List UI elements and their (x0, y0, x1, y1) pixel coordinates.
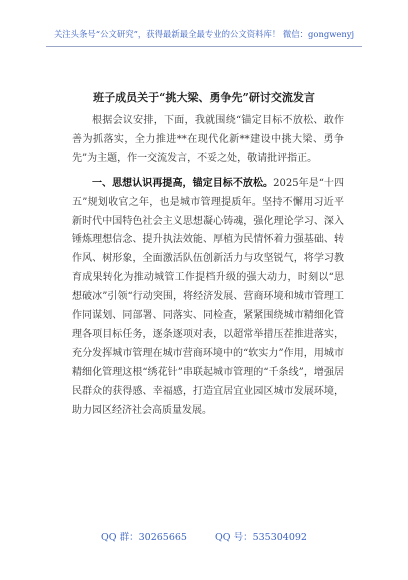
section-1-body: 2025年是“十四五”规划收官之年，也是城市管理提质年。坚持不懈用习近平新时代中国特色社会主义思想凝心铸魂，强化理论学习、深入锤炼理想信念、提升执法效能、厚植为民情怀着力强基础、转作风、树形象，全面激活队伍创新活力与攻坚锐气，将学习教育成果转化为推动城管工作提档升级的强大动力，时刻以“思想破冰”引领“行动突围，将经济发展、营商环境和城市管理工作同谋划、同部署、同落实、同检查，紧紧围绕城市精细化管理各项目标任务，逐条逐项对表，以超常举措压茬推进落实，充分发挥城市管理在城市营商环境中的“软实力”作用，用城市精细化管理这根“绣花针”串联起城市管理的“千条线”，增强居民群众的获得感、幸福感，打造宜居宜业园区城市发展环境，助力园区经济社会高质量发展。 (72, 177, 344, 416)
header-banner: 关注头条号“公文研究”，获得最新最全最专业的公文资料库！ 微信：gongwenyj (53, 29, 355, 39)
section-1-heading: 一、思想认识再提高，锚定目标不放松。 (92, 177, 274, 189)
header-divider (46, 46, 362, 47)
document-title: 班子成员关于“挑大梁、勇争先”研讨交流发言 (93, 91, 315, 104)
footer-qq-group: QQ 群：30265665 (101, 532, 187, 543)
section-1-paragraph (72, 175, 344, 421)
intro-paragraph: 根据会议安排，下面，我就围绕“锚定目标不放松、敢作善为抓落实，全力推进**在现代化新**建设中挑大梁、勇争先”为主题，作一交流发言，不妥之处，敬请批评指正。 (72, 115, 344, 164)
footer-qq-number: QQ 号：535304092 (214, 532, 307, 543)
footer-contact (0, 532, 408, 544)
document-body (72, 112, 344, 427)
